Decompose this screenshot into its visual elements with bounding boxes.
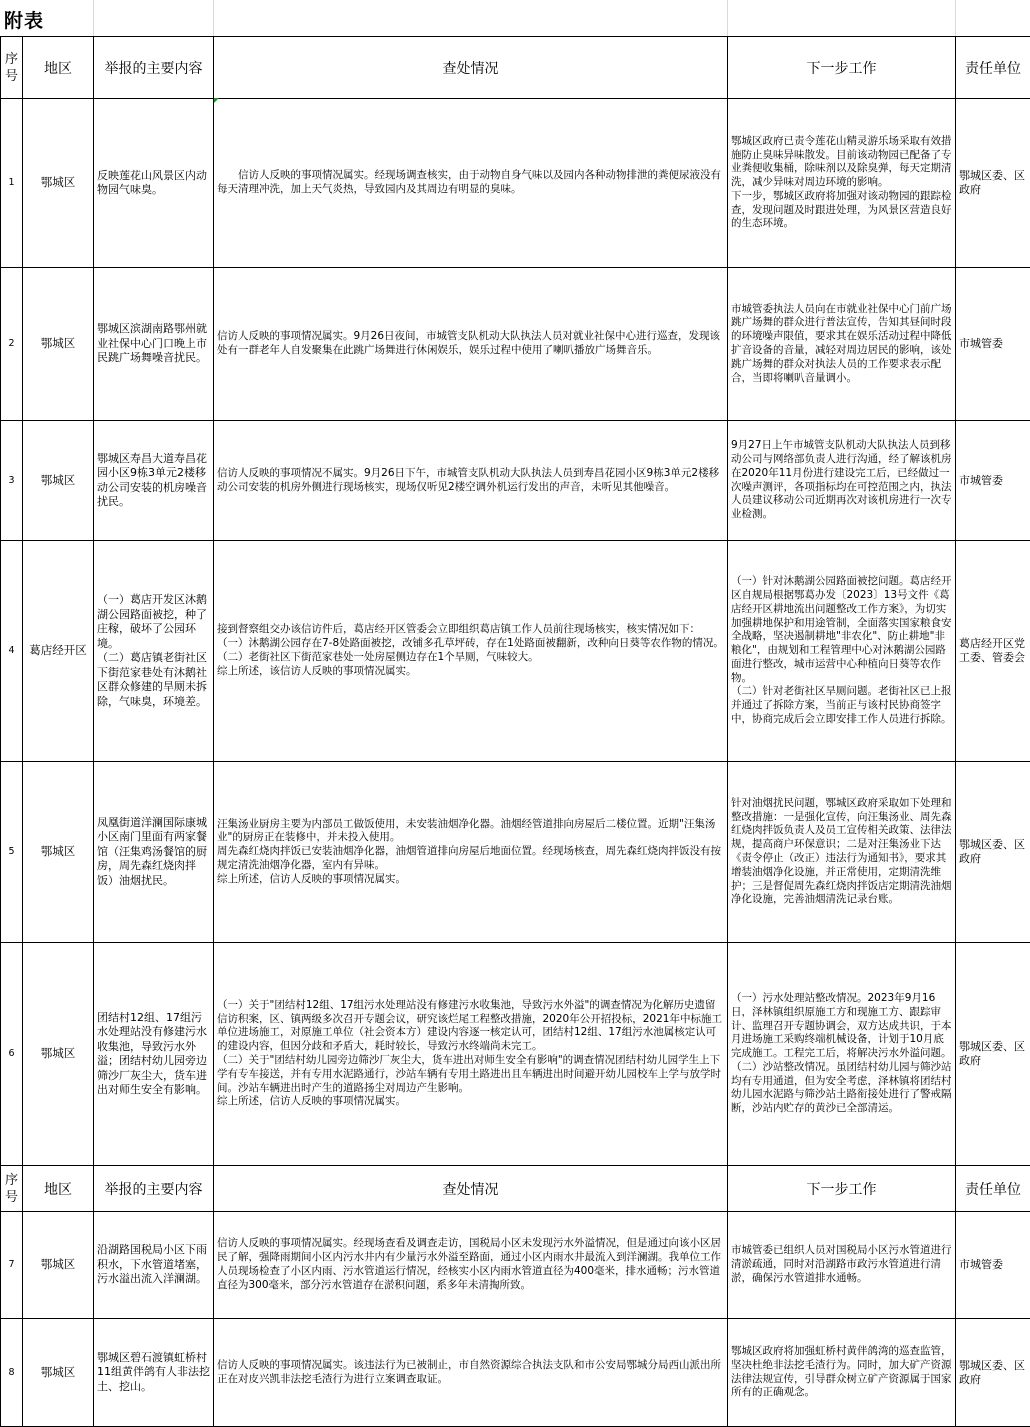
- row-responsible-unit: 鄂城区委、区政府: [956, 99, 1030, 268]
- row-area: 鄂城区: [23, 99, 94, 268]
- row-responsible-unit: 鄂城区委、区政府: [956, 1319, 1030, 1427]
- table-row: [1, 541, 1030, 762]
- row-area: 鄂城区: [23, 1319, 94, 1427]
- row-next-step: 市城管委已组织人员对国税局小区污水管道进行清淤疏通，同时对沿湖路市政污水管道进行清淤，确保污水管道排水通畅。: [728, 1212, 956, 1319]
- header-responsible-unit: 责任单位: [956, 37, 1030, 99]
- row-next-step: （一）污水处理站整改情况。2023年9月16日，泽林镇组织原施工方和现施工方、跟踪审计、监理召开专题协调会，双方达成共识，于本月进场施工采购终端机械设备，计划于10月底完成施工。工程完工后，将解决污水外溢问题。 （二）沙站整改情况。虽团结村幼儿园与筛沙站均有专用通道，但为安全考虑，泽林镇将团结村幼儿园水泥路与筛沙站土路衔接处进行了警戒隔断，沙站内贮存的黄沙已全部清运。: [728, 943, 956, 1166]
- table-row: [1, 1212, 1030, 1319]
- row-finding: 接到督察组交办该信访件后，葛店经开区管委会立即组织葛店镇工作人员前往现场核实，核实情况如下： （一）沐鹅湖公园存在7-8处路面被挖，改铺多孔草坪砖，存在1处路面被翻新，改种向日葵等农作物的情况。 （二）老街社区下街范家巷处一处房屋侧边存在1个旱厕，气味较大。 综上所述，该信访人反映的事项情况属实。: [214, 541, 728, 762]
- row-responsible-unit: 鄂城区委、区政府: [956, 762, 1030, 943]
- row-area: 葛店经开区: [23, 541, 94, 762]
- table-row: [1, 268, 1030, 421]
- header-next-step: 下一步工作: [728, 1166, 956, 1212]
- header-no: 序号: [1, 37, 23, 99]
- row-report-content: 反映莲花山风景区内动物园气味臭。: [94, 99, 214, 268]
- table-row: [1, 421, 1030, 541]
- sheet-title: 附表: [4, 6, 44, 33]
- row-number: 4: [1, 541, 23, 762]
- row-number: 1: [1, 99, 23, 268]
- row-report-content: 鄂城区寿昌大道寿昌花园小区9栋3单元2楼移动公司安装的机房噪音扰民。: [94, 421, 214, 541]
- table-row: [1, 762, 1030, 943]
- header-content: 举报的主要内容: [94, 37, 214, 99]
- header-content: 举报的主要内容: [94, 1166, 214, 1212]
- header-area: 地区: [23, 1166, 94, 1212]
- row-next-step: 鄂城区政府将加强虹桥村黄伴鸽湾的巡查监管，坚决杜绝非法挖毛渣行为。同时，加大矿产资源法律法规宣传，引导群众树立矿产资源属于国家所有的正确观念。: [728, 1319, 956, 1427]
- row-next-step: 9月27日上午市城管支队机动大队执法人员到移动公司与网络部负责人进行沟通，经了解该机房在2020年11月份进行建设完工后，已经做过一次噪声测评，各项指标均在可控范围之内，执法人员建议移动公司近期再次对该机房进行一次专业检测。: [728, 421, 956, 541]
- table-row: [1, 1319, 1030, 1427]
- header-finding: 查处情况: [214, 1166, 728, 1212]
- row-next-step: （一）针对沐鹅湖公园路面被挖问题。葛店经开区自规局根据鄂葛办发〔2023〕13号文件《葛店经开区耕地流出问题整改工作方案》，为切实加强耕地保护和用途管制，全面落实国家粮食安全战略，坚决遏制耕地"非农化"、防止耕地"非粮化"，由规划和工程管理中心对沐鹅湖公园路面进行整改，城市运营中心种植向日葵等农作物。 （二）针对老街社区旱厕问题。老街社区已上报并通过了拆除方案，当前正与该村民协商签字中，协商完成后会立即安排工作人员进行拆除。: [728, 541, 956, 762]
- row-next-step: 市城管委执法人员向在市就业社保中心门前广场跳广场舞的群众进行普法宣传，告知其昼间时段的环境噪声限值，要求其在娱乐活动过程中降低扩音设备的音量，减轻对周边居民的影响，该处跳广场舞的群众对执法人员的工作要求表示配合，当即将喇叭音量调小。: [728, 268, 956, 421]
- row-report-content: 鄂城区碧石渡镇虹桥村11组黄伴鸽有人非法挖土、挖山。: [94, 1319, 214, 1427]
- row-next-step: 鄂城区政府已责令莲花山精灵游乐场采取有效措施防止臭味异味散发。目前该动物园已配备了专业粪便收集桶，除味剂以及除臭弹，每天定期清洗，减少异味对周边环境的影响。 下一步，鄂城区政府将加强对该动物园的跟踪检查，发现问题及时跟进处理，为风景区营造良好的生态环境。: [728, 99, 956, 268]
- header-finding: 查处情况: [214, 37, 728, 99]
- row-finding: 信访人反映的事项情况不属实。9月26日下午，市城管支队机动大队执法人员到寿昌花园小区9栋3单元2楼移动公司安装的机房外侧进行现场核实，现场仅听见2楼空调外机运行发出的声音，未听见其他噪音。: [214, 421, 728, 541]
- table-row: [1, 943, 1030, 1166]
- header-next-step: 下一步工作: [728, 37, 956, 99]
- row-number: 5: [1, 762, 23, 943]
- row-area: 鄂城区: [23, 943, 94, 1166]
- row-finding: 汪集汤业厨房主要为内部员工做饭使用，未安装油烟净化器。油烟经管道排向房屋后二楼位置。近期"汪集汤业"的厨房正在装修中，并未投入使用。 周先森红烧肉拌饭已安装油烟净化器，油烟管道排向房屋后地面位置。经现场核查，周先森红烧肉拌饭没有按规定清洗油烟净化器，室内有异味。 综上所述，信访人反映的事项情况属实。: [214, 762, 728, 943]
- row-number: 8: [1, 1319, 23, 1427]
- row-responsible-unit: 葛店经开区党工委、管委会: [956, 541, 1030, 762]
- table-row: [1, 99, 1030, 268]
- report-table: [0, 36, 1030, 1427]
- row-number: 3: [1, 421, 23, 541]
- cell-comment-marker: [214, 98, 219, 103]
- row-finding: 信访人反映的事项情况属实。该违法行为已被制止，市自然资源综合执法支队和市公安局鄂城分局西山派出所正在对皮兴凯非法挖毛渣行为进行立案调查取证。: [214, 1319, 728, 1427]
- header-area: 地区: [23, 37, 94, 99]
- row-responsible-unit: 市城管委: [956, 268, 1030, 421]
- header-row: [1, 37, 1030, 99]
- repeat-header-row: [1, 1166, 1030, 1212]
- row-report-content: 团结村12组、17组污水处理站没有修建污水收集池，导致污水外溢；团结村幼儿园旁边筛沙厂灰尘大，货车进出对师生安全有影响。: [94, 943, 214, 1166]
- header-responsible-unit: 责任单位: [956, 1166, 1030, 1212]
- row-number: 7: [1, 1212, 23, 1319]
- row-responsible-unit: 鄂城区委、区政府: [956, 943, 1030, 1166]
- row-area: 鄂城区: [23, 762, 94, 943]
- row-report-content: 沿湖路国税局小区下雨积水，下水管道堵塞，污水溢出流入洋澜湖。: [94, 1212, 214, 1319]
- row-area: 鄂城区: [23, 421, 94, 541]
- row-report-content: 鄂城区滨湖南路鄂州就业社保中心门口晚上市民跳广场舞噪音扰民。: [94, 268, 214, 421]
- row-responsible-unit: 市城管委: [956, 421, 1030, 541]
- header-no: 序号: [1, 1166, 23, 1212]
- row-finding: 信访人反映的事项情况属实。经现场调查核实，由于动物自身气味以及园内各种动物排泄的粪便尿液没有每天清理冲洗，加上天气炎热，导致园内及其周边有明显的臭味。: [214, 99, 728, 268]
- row-area: 鄂城区: [23, 1212, 94, 1319]
- row-finding: 信访人反映的事项情况属实。经现场查看及调查走访，国税局小区未发现污水外溢情况，但是通过向该小区居民了解，强降雨期间小区内污水井内有少量污水外溢至路面，通过小区内雨水井最流入到洋澜湖。我单位工作人员现场检查了小区内雨、污水管道运行情况，经核实小区内雨水管道直径为400毫米，排水通畅；污水管道直径为300毫米，部分污水管道存在淤积问题，系多年未清掏所致。: [214, 1212, 728, 1319]
- row-area: 鄂城区: [23, 268, 94, 421]
- row-report-content: （一）葛店开发区沐鹅湖公园路面被挖，种了庄稼，破坏了公园环境。 （二）葛店镇老街社区下街范家巷处有沐鹅社区群众修建的旱厕未拆除，气味臭，环境差。: [94, 541, 214, 762]
- row-next-step: 针对油烟扰民问题，鄂城区政府采取如下处理和整改措施：一是强化宣传，向汪集汤业、周先森红烧肉拌饭负责人及员工宣传相关政策、法律法规，提高商户环保意识；二是对汪集汤业下达《责令停止（改正）违法行为通知书》，要求其增装油烟净化设施，并正常使用，定期清洗维护；三是督促周先森红烧肉拌饭店定期清洗油烟净化设施，完善油烟清洗记录台账。: [728, 762, 956, 943]
- row-finding: （一）关于"团结村12组、17组污水处理站没有修建污水收集池，导致污水外溢"的调查情况为化解历史遗留信访积案，区、镇两级多次召开专题会议，研究该烂尾工程整改措施，2020年公开招投标，2021年中标施工单位进场施工，对原施工单位（社会资本方）建设内容逐一核定认可，团结村12组、17组污水池属核定认可的建设内容，但因分歧和矛盾大，耗时较长，导致污水终端尚未完工。 （二）关于"团结村幼儿园旁边筛沙厂灰尘大，货车进出对师生安全有影响"的调查情况团结村幼儿园学生上下学有专车接送，并有专用水泥路通行，沙站车辆有专用土路进出且车辆进出时间避开幼儿园校车上学与放学时间。沙站车辆进出时产生的道路扬尘对周边产生影响。 综上所述，信访人反映的事项情况属实。: [214, 943, 728, 1166]
- row-report-content: 凤凰街道洋澜国际康城小区南门里面有两家餐馆（汪集鸡汤餐馆的厨房，周先森红烧肉拌饭）油烟扰民。: [94, 762, 214, 943]
- row-finding: 信访人反映的事项情况属实。9月26日夜间，市城管支队机动大队执法人员对就业社保中心进行巡查，发现该处有一群老年人自发聚集在此跳广场舞进行休闲娱乐，娱乐过程中使用了喇叭播放广场舞音乐。: [214, 268, 728, 421]
- row-responsible-unit: 市城管委: [956, 1212, 1030, 1319]
- row-number: 2: [1, 268, 23, 421]
- row-number: 6: [1, 943, 23, 1166]
- title-row: [0, 0, 1030, 37]
